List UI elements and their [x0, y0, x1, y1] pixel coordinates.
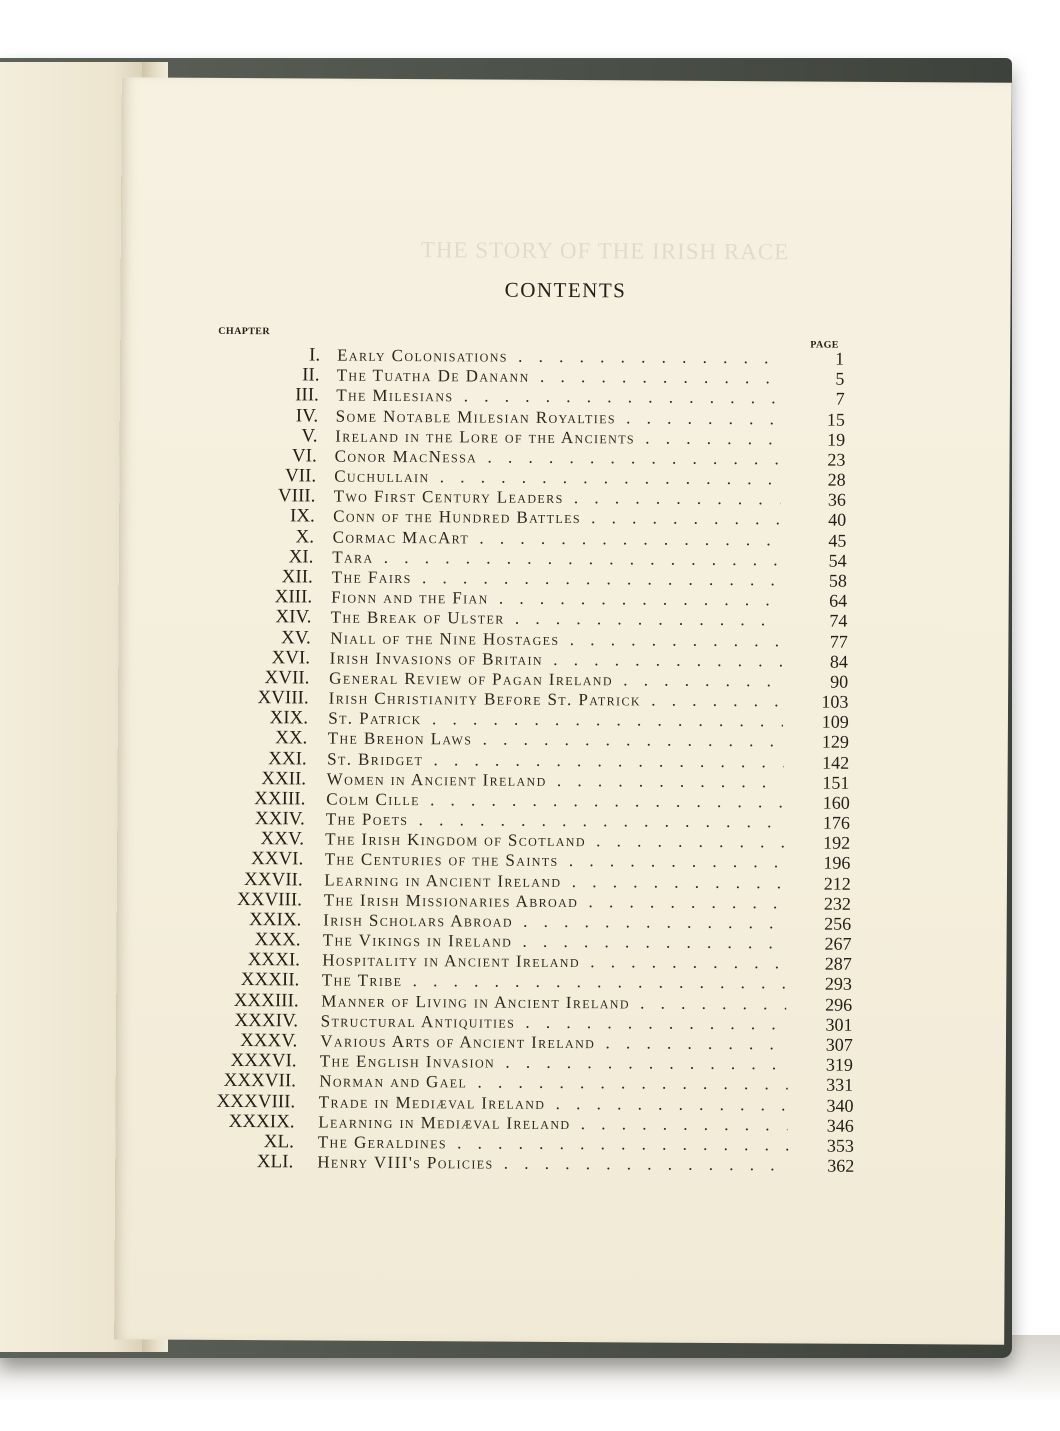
chapter-number: XVIII.	[257, 687, 309, 709]
chapter-number: XXXVI.	[230, 1050, 297, 1072]
chapter-title: The Geraldines . . .	[318, 1132, 788, 1155]
chapter-number: XXX.	[254, 929, 301, 951]
chapter-title: Conor MacNessa . . .	[335, 446, 780, 469]
chapter-title: Early Colonisations . . .	[337, 346, 778, 369]
chapter-number: XVII.	[264, 666, 310, 689]
chapter-number: II.	[302, 364, 320, 386]
page-number: 331	[826, 1074, 854, 1096]
chapter-number: XXXII.	[240, 969, 300, 991]
chapter-title: Fionn and the Fian . . .	[331, 588, 781, 611]
page-number: 45	[828, 530, 847, 551]
chapter-title: Norman and Gael . . .	[319, 1072, 787, 1095]
page-number: 23	[827, 449, 846, 470]
page-number: 287	[824, 953, 852, 975]
page-number: 36	[827, 489, 846, 510]
chapter-number: XXXIV.	[234, 1009, 299, 1032]
chapter-title: Learning in Mediæval Ireland . . .	[318, 1112, 788, 1135]
page-number: 1	[835, 348, 845, 369]
page-number: 40	[828, 510, 847, 531]
page-number: 256	[824, 913, 852, 934]
chapter-number: XXI.	[268, 747, 307, 769]
chapter-title: Colm Cille . . .	[326, 789, 784, 812]
chapter-title: Henry VIII's Policies . . .	[317, 1153, 788, 1176]
page-title: CONTENTS	[504, 277, 627, 303]
chapter-title: Some Notable Milesian Royalties . . .	[336, 406, 779, 429]
chapter-title: The Tuatha De Danann . . .	[337, 366, 779, 389]
chapter-title: Irish Invasions of Britain . . .	[330, 648, 782, 671]
chapter-title: The Tribe . . .	[322, 971, 786, 994]
chapter-title: Trade in Mediæval Ireland . . .	[319, 1092, 788, 1115]
chapter-number: XXVI.	[250, 848, 304, 870]
chapter-number: XIV.	[275, 606, 312, 628]
chapter-number: XXIII.	[254, 788, 306, 810]
page-number: 301	[825, 1014, 853, 1035]
chapter-number: XXXVII.	[223, 1070, 297, 1092]
chapter-number: XXXVIII.	[216, 1090, 296, 1112]
page-number: 212	[823, 873, 851, 894]
page-number: 362	[827, 1155, 855, 1176]
chapter-number: XXXV.	[240, 1029, 298, 1052]
page-number: 267	[824, 933, 852, 954]
page-number: 28	[827, 469, 846, 490]
chapter-number: XIX.	[269, 707, 309, 729]
page-number: 129	[821, 731, 849, 753]
chapter-number: XXXIII.	[233, 989, 299, 1011]
chapter-number: XXV.	[260, 828, 305, 850]
page-number: 307	[825, 1034, 853, 1055]
chapter-number: XLI.	[256, 1151, 294, 1173]
chapter-title: Manner of Living in Ancient Ireland . . .	[321, 991, 786, 1014]
chapter-title: General Review of Pagan Ireland . . .	[329, 668, 782, 691]
page-number: 196	[823, 852, 851, 874]
chapter-number: VI.	[291, 445, 317, 467]
page-number: 346	[826, 1115, 854, 1136]
page-number: 109	[821, 711, 849, 732]
page-number: 90	[830, 671, 849, 692]
chapter-column-label: CHAPTER	[218, 325, 271, 338]
chapter-title: St. Patrick . . .	[328, 709, 783, 732]
chapter-number: IX.	[289, 505, 315, 527]
chapter-title: The Centuries of the Saints . . .	[325, 850, 785, 873]
page-number: 232	[823, 893, 851, 914]
chapter-title: The English Invasion . . .	[320, 1052, 787, 1075]
chapter-number: XXXIX.	[228, 1110, 295, 1133]
chapter-title: The Brehon Laws . . .	[328, 729, 783, 752]
page-number: 5	[835, 368, 845, 389]
chapter-title: The Break of Ulster . . .	[331, 608, 782, 631]
chapter-number: XXXI.	[247, 949, 301, 971]
chapter-number: XV.	[280, 626, 311, 648]
page-number: 64	[829, 590, 848, 611]
page-number: 192	[823, 832, 851, 853]
chapter-title: Various Arts of Ancient Ireland . . .	[320, 1031, 787, 1054]
contents-page	[114, 77, 1012, 1344]
chapter-title: Tara . . .	[332, 547, 781, 570]
page-number: 142	[822, 752, 850, 773]
chapter-number: XX.	[275, 727, 308, 749]
page-number: 293	[824, 973, 852, 995]
page-number: 15	[826, 409, 845, 430]
chapter-title: Conn of the Hundred Battles . . .	[333, 507, 780, 530]
chapter-number: XVI.	[271, 646, 311, 669]
chapter-number: X.	[295, 525, 315, 548]
chapter-title: Niall of the Nine Hostages . . .	[330, 628, 782, 651]
chapter-number: XXIX.	[249, 908, 302, 931]
chapter-number: III.	[295, 384, 319, 406]
page-number: 176	[822, 812, 850, 833]
chapter-title: Hospitality in Ancient Ireland . . .	[322, 951, 786, 974]
page-column-label: PAGE	[810, 339, 839, 351]
chapter-title: Irish Christianity Before St. Patrick . . .	[329, 689, 783, 712]
page-number: 7	[835, 389, 845, 410]
page-number: 58	[828, 570, 847, 591]
chapter-title: Women in Ancient Ireland . . .	[327, 769, 784, 792]
chapter-number: XI.	[288, 546, 314, 568]
chapter-title: The Irish Kingdom of Scotland . . .	[325, 830, 784, 853]
page-number: 74	[829, 610, 848, 632]
chapter-number: XII.	[281, 566, 313, 588]
chapter-number: XXVIII.	[236, 888, 303, 911]
page-number: 160	[822, 792, 850, 813]
chapter-title: The Poets . . .	[326, 810, 784, 833]
chapter-title: The Milesians . . .	[336, 386, 779, 409]
page-number: 296	[825, 994, 853, 1015]
page-number: 54	[828, 550, 847, 571]
show-through-text: THE STORY OF THE IRISH RACE	[420, 237, 790, 265]
page-number: 77	[829, 631, 848, 652]
chapter-number: V.	[301, 425, 318, 447]
chapter-title: Learning in Ancient Ireland . . .	[324, 870, 785, 893]
chapter-number: VIII.	[277, 485, 316, 507]
chapter-title: Irish Scholars Abroad . . .	[323, 910, 785, 933]
page-number: 340	[826, 1095, 854, 1116]
chapter-title: Cuchullain . . .	[334, 467, 780, 490]
chapter-number: XXVII.	[244, 868, 303, 891]
chapter-number: IV.	[295, 404, 319, 426]
chapter-number: XXIV.	[254, 808, 305, 830]
chapter-title: Cormac MacArt . . .	[333, 527, 781, 550]
page-number: 319	[825, 1054, 853, 1075]
toc-entry	[115, 1150, 1005, 1177]
chapter-number: VII.	[284, 465, 317, 487]
page-number: 353	[826, 1135, 855, 1156]
page-number: 103	[821, 691, 849, 712]
chapter-title: The Vikings in Ireland . . .	[323, 931, 786, 954]
page-number: 84	[829, 651, 848, 672]
page-number: 151	[822, 772, 850, 793]
page-number: 19	[827, 429, 846, 450]
chapter-title: Ireland in the Lore of the Ancients . . .	[335, 426, 779, 449]
chapter-number: XL.	[263, 1130, 294, 1153]
chapter-title: St. Bridget . . .	[327, 749, 783, 772]
chapter-number: XXII.	[261, 767, 307, 790]
chapter-number: XIII.	[274, 586, 313, 608]
chapter-title: Structural Antiquities . . .	[321, 1011, 787, 1034]
chapter-title: The Irish Missionaries Abroad . . .	[324, 890, 785, 913]
chapter-title: Two First Century Leaders . . .	[334, 487, 780, 510]
chapter-title: The Fairs . . .	[332, 567, 781, 590]
chapter-number: I.	[309, 344, 321, 366]
